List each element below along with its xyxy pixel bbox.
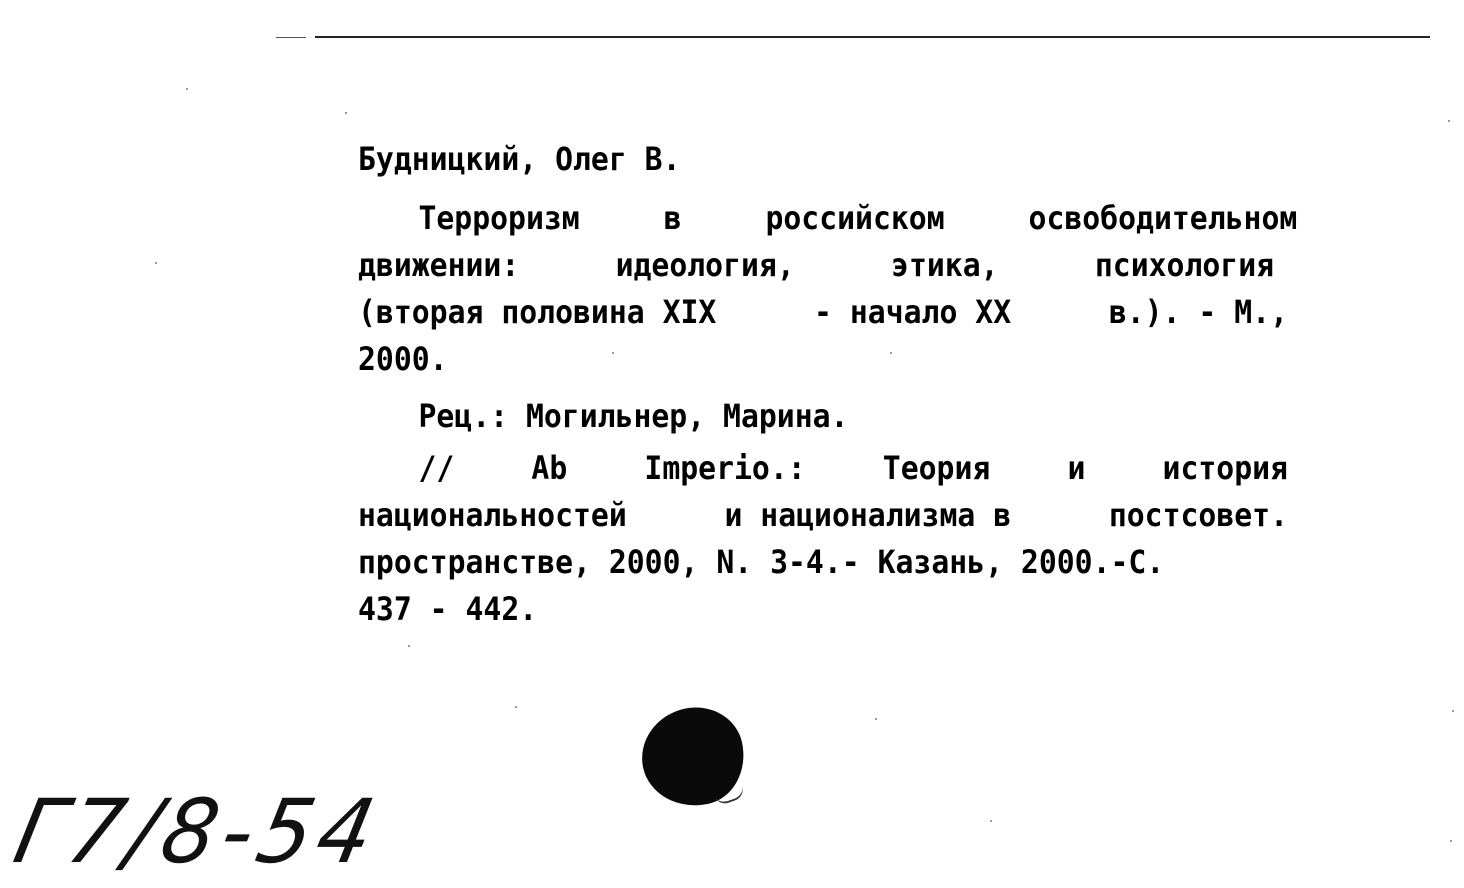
title-segment: - начало XX bbox=[814, 293, 1012, 331]
title-word: движении: bbox=[358, 246, 520, 284]
title-word: российском bbox=[765, 199, 945, 237]
dust-speck bbox=[1450, 840, 1452, 842]
title-word: идеология, bbox=[615, 246, 795, 284]
dust-speck bbox=[990, 820, 992, 822]
source-segment: постсовет. bbox=[1108, 496, 1288, 534]
source-segment: и национализма в bbox=[724, 496, 1012, 534]
title-segment: в.). - М., bbox=[1108, 293, 1288, 331]
dust-speck bbox=[1448, 120, 1450, 122]
title-word: Терроризм bbox=[418, 199, 580, 237]
pages-line: 437 - 442. bbox=[358, 590, 538, 628]
title-word: в bbox=[663, 199, 682, 237]
source-word: и bbox=[1067, 449, 1086, 487]
title-line-1 bbox=[358, 195, 1297, 242]
source-line-3: пространстве, 2000, N. 3-4.- Казань, 2000.-С. bbox=[358, 543, 1165, 581]
source-word: Ab bbox=[531, 449, 568, 487]
title-line-2 bbox=[358, 242, 1274, 289]
dust-speck bbox=[875, 718, 877, 720]
dust-speck bbox=[612, 352, 614, 354]
source-word: Imperio.: bbox=[644, 449, 806, 487]
handwritten-call-number: Г7/8-54 bbox=[6, 780, 390, 883]
dust-speck bbox=[1452, 710, 1454, 712]
dust-speck bbox=[186, 88, 188, 90]
top-rule bbox=[315, 36, 1430, 38]
title-word: психология bbox=[1094, 246, 1275, 284]
title-line-3 bbox=[358, 289, 1288, 336]
dust-speck bbox=[890, 352, 892, 354]
bibliographic-entry bbox=[358, 136, 1298, 633]
title-word: этика, bbox=[891, 246, 999, 284]
top-rule-segment bbox=[276, 37, 306, 38]
source-line-1 bbox=[358, 445, 1288, 492]
dust-speck bbox=[345, 112, 347, 114]
source-word: // bbox=[418, 449, 455, 487]
title-segment: (вторая половина XIX bbox=[358, 293, 717, 331]
dust-speck bbox=[155, 262, 157, 264]
source-word: история bbox=[1162, 449, 1288, 487]
dust-speck bbox=[515, 706, 517, 708]
review-line: Рец.: Могильнер, Марина. bbox=[418, 397, 849, 435]
author-line: Будницкий, Олег В. bbox=[358, 140, 681, 178]
source-line-2 bbox=[358, 492, 1288, 539]
source-segment: национальностей bbox=[358, 496, 627, 534]
title-word: освободительном bbox=[1028, 199, 1298, 237]
source-word: Теория bbox=[882, 449, 991, 487]
year-line: 2000. bbox=[358, 340, 448, 378]
dust-speck bbox=[408, 645, 410, 647]
